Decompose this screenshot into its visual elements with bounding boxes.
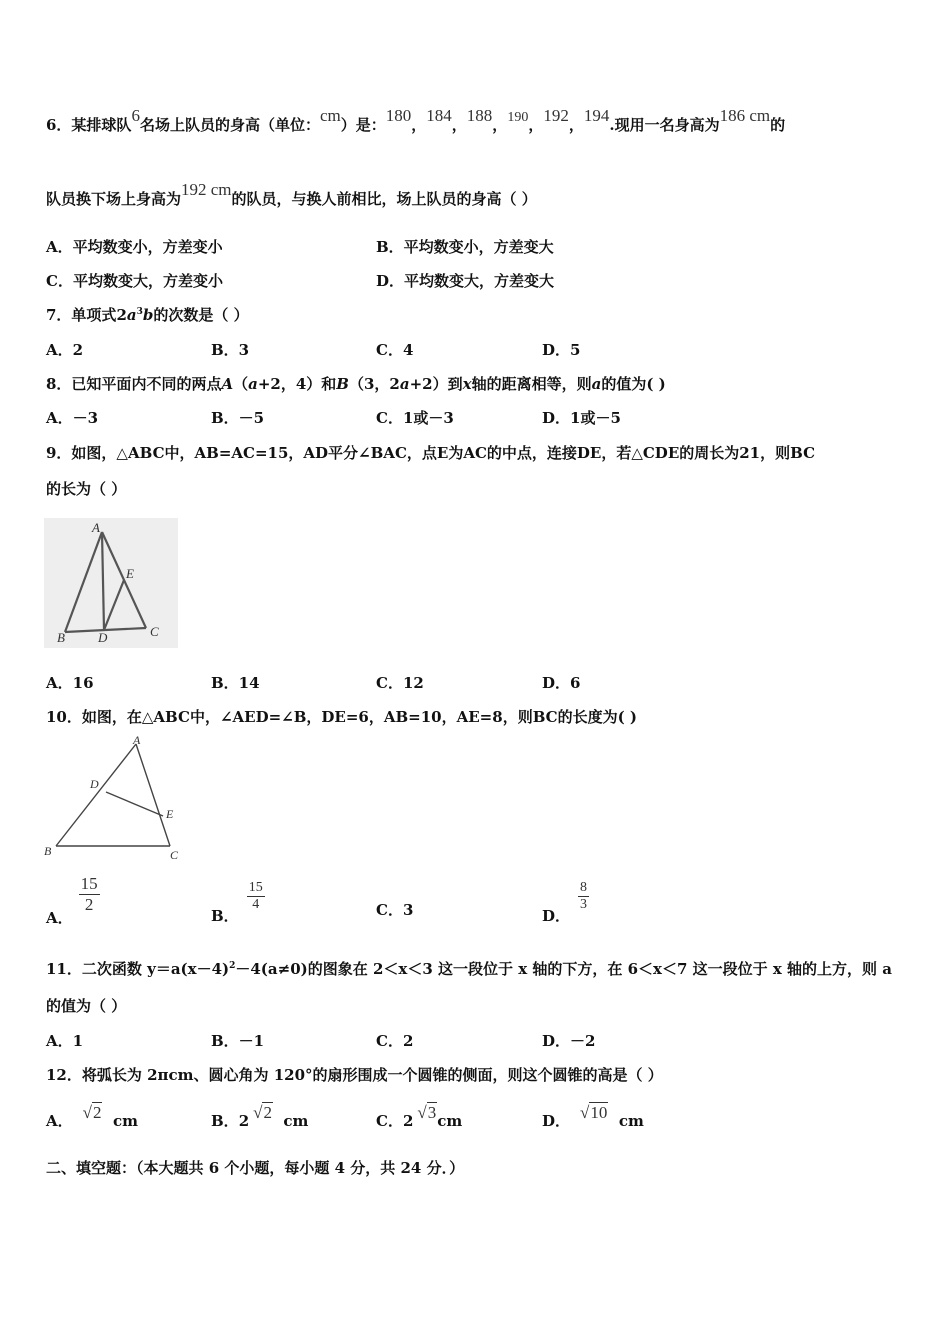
q11-option-d: D．－2: [542, 1032, 596, 1050]
fraction-8-3: [578, 880, 589, 913]
radicand: 2: [263, 1103, 272, 1122]
q11-text: －4(a≠0)的图象在 2＜x＜3 这一段位于 x 轴的下方，在 6＜x＜7 这一段位于 x 轴的上方，则 a: [235, 960, 892, 978]
numerator: 8: [580, 880, 588, 895]
radical-sign: √: [82, 1103, 92, 1122]
q6-height: 188: [466, 106, 493, 125]
label-e: E: [126, 566, 134, 581]
q9-stem-line2: 的长为（ ）: [46, 480, 127, 498]
q8-text: （: [233, 375, 249, 393]
fraction-15-2: [79, 874, 100, 915]
q6-text: 名场上队员的身高（单位：: [139, 116, 320, 134]
q6-sep: ，: [568, 116, 584, 134]
q8-option-b: B．－5: [211, 409, 265, 427]
q9-option-d: D．6: [542, 674, 581, 692]
option-label: D．: [542, 906, 571, 925]
label-a: A: [133, 734, 141, 747]
sqrt-2: [253, 1103, 273, 1123]
option-label: D．: [542, 1112, 571, 1130]
q10-triangle-figure: [42, 734, 188, 864]
q8-point-b: B: [336, 375, 349, 393]
q12-option-d: [542, 1103, 644, 1131]
q7-text: 的次数是（ ）: [153, 306, 249, 324]
radical-sign: √: [580, 1103, 590, 1122]
label-c: C: [150, 624, 159, 639]
q9-triangle-figure: [44, 518, 178, 648]
q11-option-b: B．－1: [211, 1032, 265, 1050]
q6-sep: ，: [492, 116, 508, 134]
label-c: C: [170, 848, 179, 862]
q7-option-d: D．5: [542, 341, 581, 359]
unit: cm: [283, 1112, 309, 1130]
figure-lines: [56, 744, 170, 846]
radicand: 3: [427, 1103, 437, 1122]
label-b: B: [44, 844, 52, 858]
q8-text: 8．已知平面内不同的两点: [46, 375, 222, 393]
q6-height: 190: [507, 110, 529, 125]
q8-var: x: [462, 375, 472, 393]
q7-coef: 2: [116, 306, 127, 324]
q8-option-a: A．－3: [46, 409, 99, 427]
sqrt-2: [83, 1103, 103, 1123]
q7-option-c: C．4: [376, 341, 414, 359]
q9-option-b: B．14: [211, 674, 260, 692]
q11-option-a: A．1: [46, 1032, 84, 1050]
denominator: 2: [84, 895, 94, 914]
q6-team-size: 6: [131, 106, 140, 125]
label-a: A: [92, 520, 100, 535]
line-de: [106, 792, 163, 816]
radicand: 2: [92, 1103, 102, 1122]
q8-var: a: [248, 375, 258, 393]
q10-option-a: [46, 874, 100, 927]
q8-text: +2，4）和: [257, 375, 337, 393]
radical-sign: √: [417, 1103, 427, 1122]
unit: cm: [618, 1112, 644, 1130]
radical-sign: √: [253, 1103, 263, 1122]
q6-unit: cm: [319, 106, 341, 125]
q8-text: +2）到: [409, 375, 463, 393]
q8-option-d: D．1或－5: [542, 409, 621, 427]
q12-option-c: [376, 1103, 463, 1131]
q7-option-b: B．3: [211, 341, 250, 359]
label-b: B: [57, 630, 65, 645]
q12-stem: 12．将弧长为 2πcm、圆心角为 120°的扇形围成一个圆锥的侧面，则这个圆锥的高是（ ）: [46, 1066, 663, 1084]
q6-option-d: D．平均数变大，方差变大: [376, 272, 555, 290]
option-label: A．: [46, 1112, 73, 1130]
q6-text: ）是：: [340, 116, 386, 134]
q8-var: a: [591, 375, 602, 393]
q6-stem-line2: [46, 180, 537, 209]
q6-text: 的: [770, 116, 786, 134]
label-e: E: [166, 807, 174, 821]
q7-option-a: A．2: [46, 341, 84, 359]
unit: cm: [437, 1112, 463, 1130]
q7-var-b: b: [142, 306, 154, 324]
radicand: 10: [590, 1103, 608, 1122]
q6-sep: ，: [451, 116, 467, 134]
sqrt-10: [580, 1103, 608, 1123]
coefficient: 2: [402, 1112, 414, 1130]
q6-text: 队员换下场上身高为: [46, 190, 182, 208]
numerator: 15: [80, 874, 98, 893]
q10-stem: 10．如图，在△ABC中，∠AED=∠B，DE=6，AB=10，AE=8，则BC的长度为( ): [46, 708, 638, 726]
option-label: A．: [46, 908, 73, 927]
q6-option-c: C．平均数变大，方差变小: [46, 272, 223, 290]
sqrt-3: [417, 1103, 437, 1123]
q6-option-a: A．平均数变小，方差变小: [46, 238, 223, 256]
q8-option-c: C．1或－3: [376, 409, 454, 427]
q10-option-c: C．3: [376, 901, 414, 919]
q6-height-192: 192 cm: [181, 180, 232, 199]
q8-var: a: [399, 375, 410, 393]
q9-option-a: A．16: [46, 674, 94, 692]
q6-sep: ，: [411, 116, 427, 134]
q6-text: 6．某排球队: [46, 116, 132, 134]
q12-option-a: [46, 1103, 138, 1131]
q11-stem-line2: 的值为（ ）: [46, 997, 127, 1015]
option-label: B．: [211, 1112, 239, 1130]
q6-sep: ，: [528, 116, 544, 134]
q7-stem: [46, 304, 249, 325]
q8-point-a: A: [221, 375, 234, 393]
q10-option-b: [211, 880, 265, 925]
q7-exp: 3: [136, 307, 143, 317]
q11-text: 11．二次函数 y＝a(x－4): [46, 960, 230, 978]
q6-stem-line1: [46, 106, 786, 135]
q8-text: 轴的距离相等，则: [471, 375, 592, 393]
q12-option-b: [211, 1103, 309, 1131]
q6-height: 184: [426, 106, 452, 125]
q11-stem-line1: [46, 958, 892, 979]
denominator: 3: [580, 897, 588, 912]
numerator: 15: [248, 880, 263, 895]
q7-var-a: a: [126, 306, 137, 324]
q11-option-c: C．2: [376, 1032, 414, 1050]
fraction-15-4: [247, 880, 265, 913]
q8-text: （3，2: [348, 375, 400, 393]
label-d: D: [98, 630, 108, 645]
q6-option-b: B．平均数变小，方差变大: [376, 238, 554, 256]
q10-option-d: [542, 880, 589, 925]
q6-text: .现用一名身高为: [609, 116, 720, 134]
option-label: B．: [211, 906, 239, 925]
q6-height-186: 186 cm: [719, 106, 771, 125]
line-ac: [136, 744, 170, 846]
unit: cm: [112, 1112, 138, 1130]
q7-text: 7．单项式: [46, 306, 117, 324]
q8-text: 的值为( ): [601, 375, 666, 393]
q6-height: 192: [543, 106, 569, 125]
q9-stem-line1: 9．如图，△ABC中，AB=AC=15，AD平分∠BAC，点E为AC的中点，连接DE，若△CDE的周长为21，则BC: [46, 444, 816, 462]
coefficient: 2: [238, 1112, 250, 1130]
denominator: 4: [252, 897, 260, 912]
q6-height: 180: [385, 106, 412, 125]
q8-stem: [46, 373, 666, 394]
q11-exponent: 2: [229, 961, 236, 971]
section2-heading: 二、填空题：（本大题共 6 个小题，每小题 4 分，共 24 分．）: [46, 1159, 465, 1177]
label-d: D: [90, 777, 99, 791]
q9-option-c: C．12: [376, 674, 424, 692]
option-label: C．: [376, 1112, 403, 1130]
line-ab: [56, 744, 136, 846]
q6-text: 的队员，与换人前相比，场上队员的身高（ ）: [231, 190, 537, 208]
q6-height: 194: [583, 106, 610, 125]
